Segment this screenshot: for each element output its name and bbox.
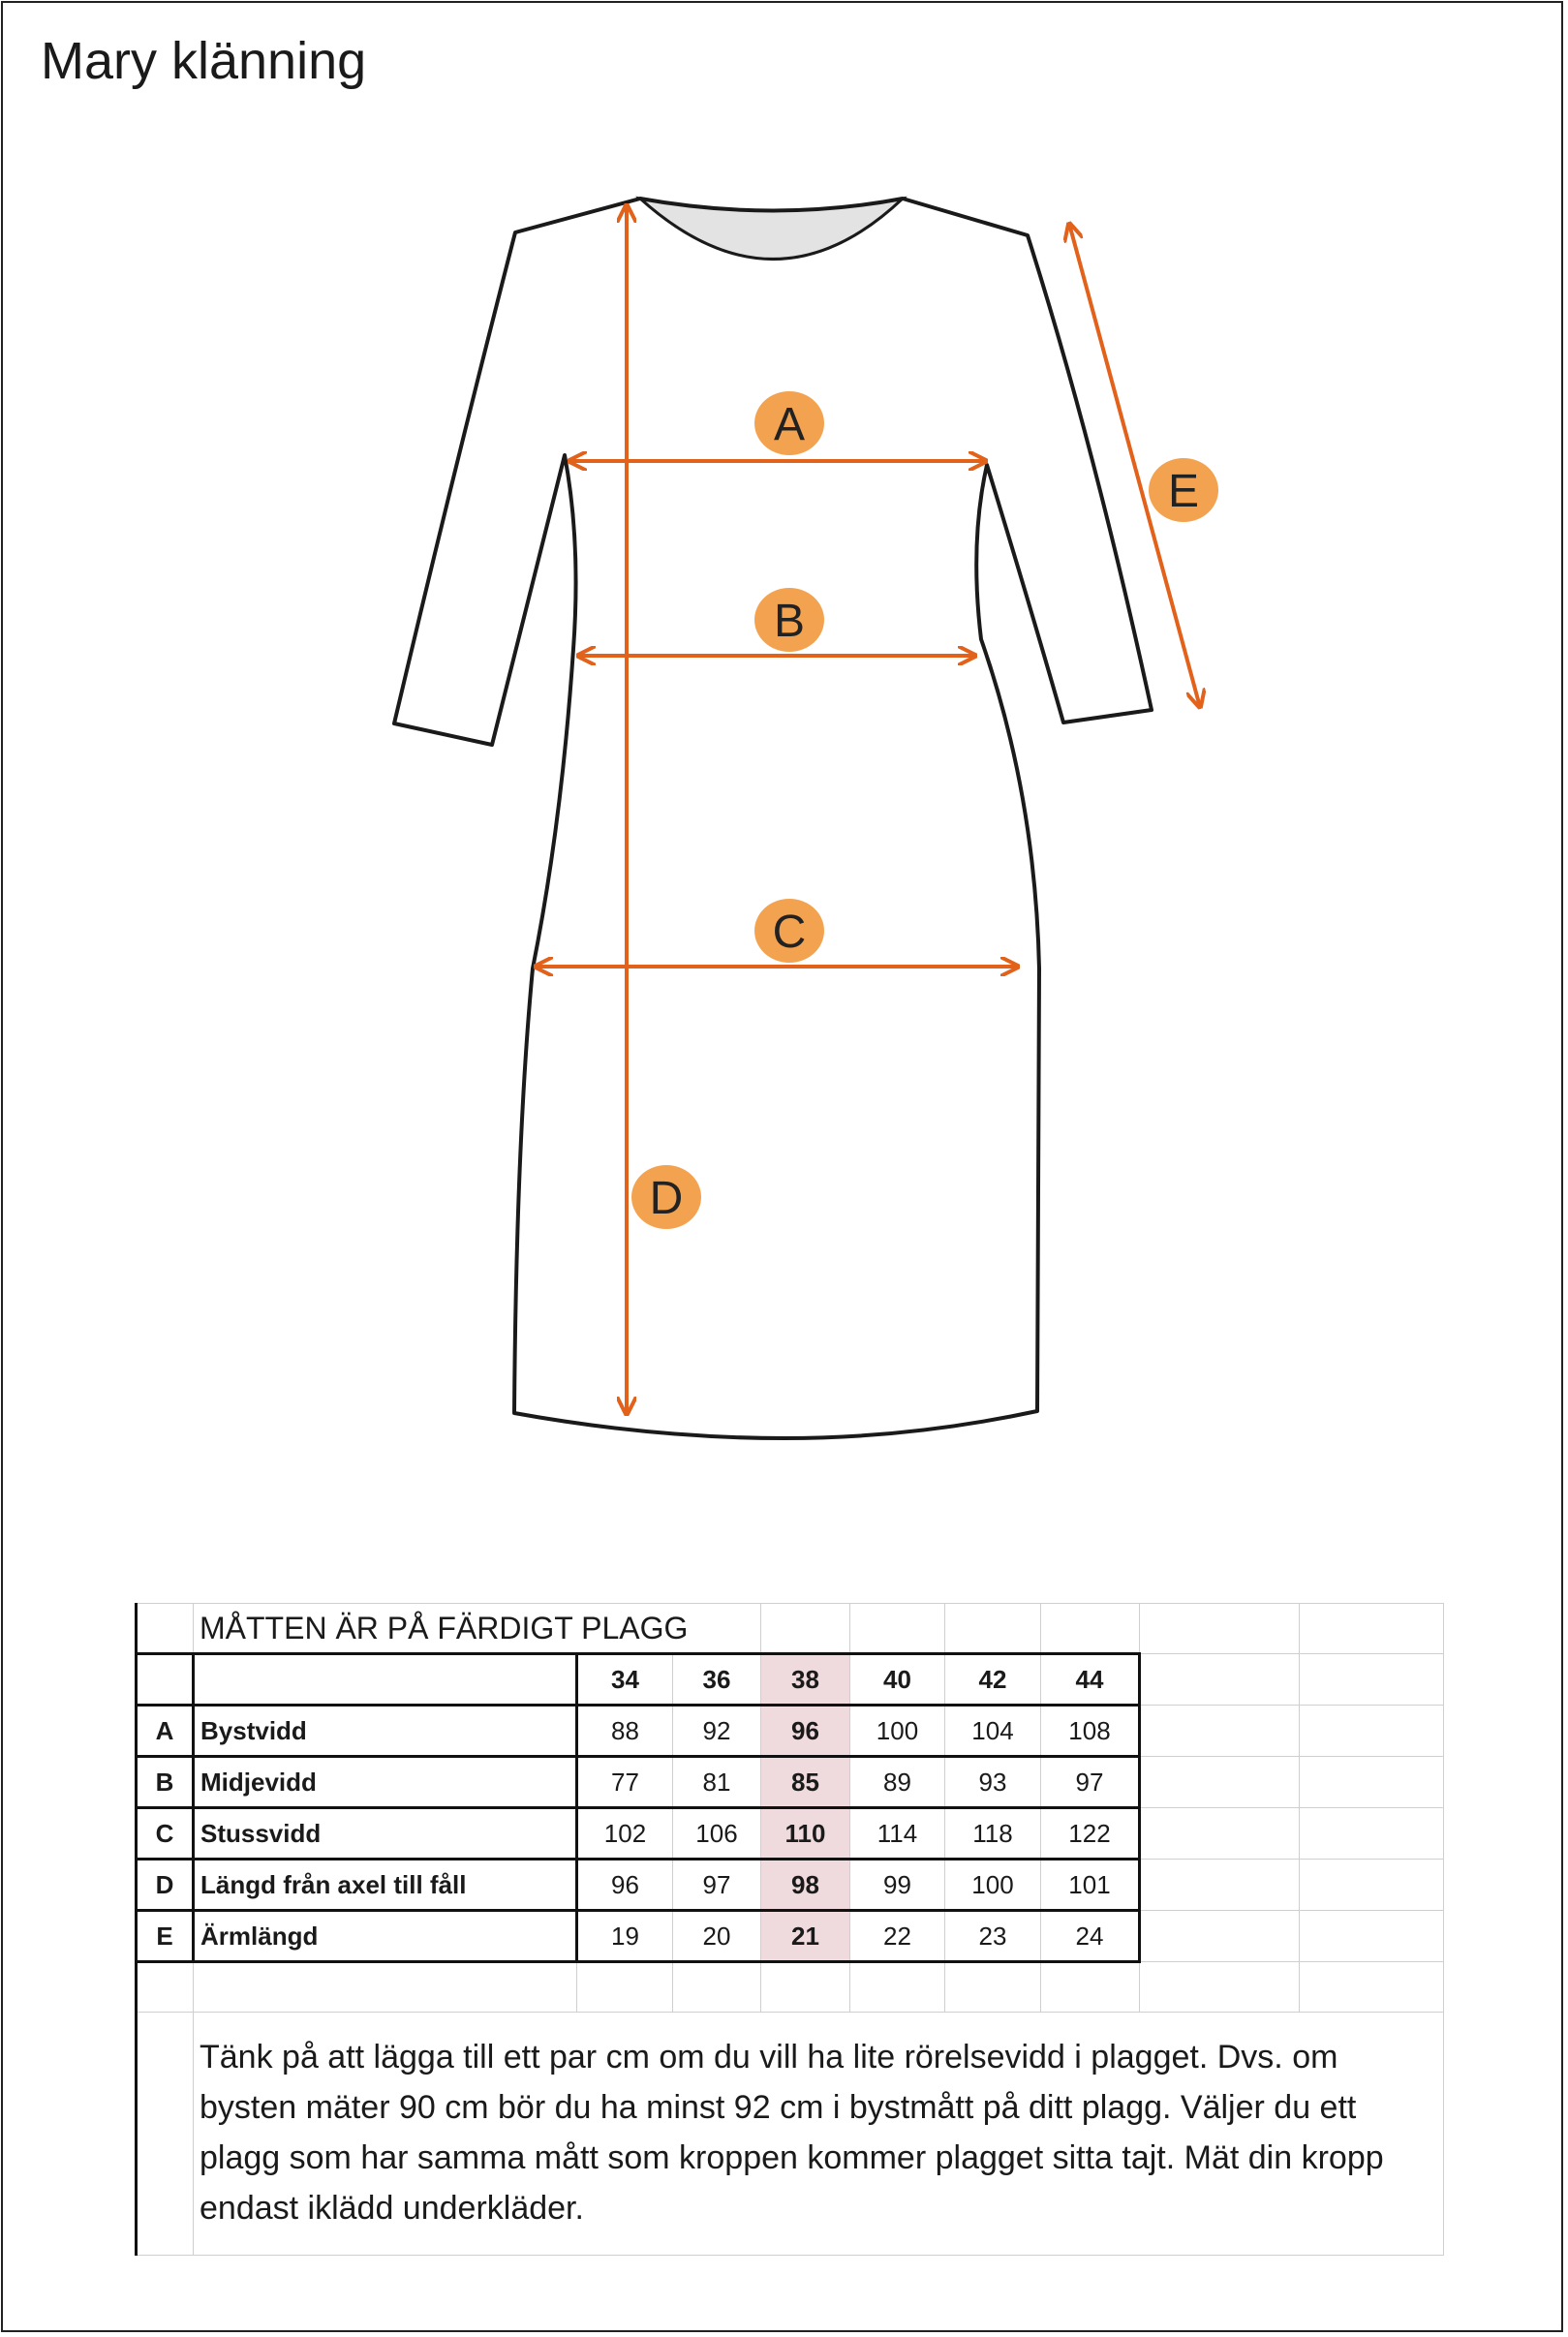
row-value: 98 bbox=[761, 1860, 850, 1911]
row-value: 104 bbox=[945, 1706, 1041, 1757]
neckline bbox=[640, 199, 903, 260]
row-value: 118 bbox=[945, 1808, 1041, 1860]
svg-text:D: D bbox=[649, 1173, 684, 1224]
row-value: 114 bbox=[850, 1808, 945, 1860]
row-value: 19 bbox=[577, 1911, 673, 1962]
row-value: 21 bbox=[761, 1911, 850, 1962]
row-value: 99 bbox=[850, 1860, 945, 1911]
row-value: 97 bbox=[673, 1860, 761, 1911]
marker-c bbox=[754, 899, 824, 963]
row-value: 102 bbox=[577, 1808, 673, 1860]
row-label: Längd från axel till fåll bbox=[194, 1860, 577, 1911]
svg-text:E: E bbox=[1167, 466, 1200, 517]
table-row bbox=[137, 1860, 1444, 1911]
table-spacer-row bbox=[137, 1962, 1444, 2013]
row-letter: D bbox=[137, 1860, 194, 1911]
size-header-row bbox=[137, 1654, 1444, 1706]
row-label: Stussvidd bbox=[194, 1808, 577, 1860]
table-note-row bbox=[137, 2013, 1444, 2256]
row-value: 20 bbox=[673, 1911, 761, 1962]
row-value: 89 bbox=[850, 1757, 945, 1808]
marker-e bbox=[1149, 458, 1218, 522]
row-label: Midjevidd bbox=[194, 1757, 577, 1808]
svg-text:A: A bbox=[773, 399, 806, 450]
row-value: 81 bbox=[673, 1757, 761, 1808]
row-value: 88 bbox=[577, 1706, 673, 1757]
size-header: 38 bbox=[761, 1654, 850, 1706]
svg-text:B: B bbox=[773, 596, 806, 647]
table-heading-row bbox=[137, 1604, 1444, 1654]
row-value: 108 bbox=[1041, 1706, 1140, 1757]
size-header: 42 bbox=[945, 1654, 1041, 1706]
size-table bbox=[135, 1603, 1444, 2256]
row-value: 85 bbox=[761, 1757, 850, 1808]
row-value: 77 bbox=[577, 1757, 673, 1808]
dress-outline bbox=[394, 199, 1152, 1438]
row-value: 100 bbox=[850, 1706, 945, 1757]
row-value: 100 bbox=[945, 1860, 1041, 1911]
table-row bbox=[137, 1911, 1444, 1962]
table-heading: MÅTTEN ÄR PÅ FÄRDIGT PLAGG bbox=[194, 1604, 761, 1654]
row-letter: C bbox=[137, 1808, 194, 1860]
table-row bbox=[137, 1808, 1444, 1860]
row-value: 97 bbox=[1041, 1757, 1140, 1808]
row-value: 23 bbox=[945, 1911, 1041, 1962]
row-value: 24 bbox=[1041, 1911, 1140, 1962]
table-row bbox=[137, 1706, 1444, 1757]
row-value: 92 bbox=[673, 1706, 761, 1757]
size-header: 34 bbox=[577, 1654, 673, 1706]
marker-a bbox=[754, 391, 824, 455]
row-value: 110 bbox=[761, 1808, 850, 1860]
row-letter: E bbox=[137, 1911, 194, 1962]
size-header: 36 bbox=[673, 1654, 761, 1706]
row-value: 96 bbox=[577, 1860, 673, 1911]
row-letter: A bbox=[137, 1706, 194, 1757]
fit-note: Tänk på att lägga till ett par cm om du vill ha lite rörelsevidd i plagget. Dvs. om bysten mäter 90 cm bör du ha minst 92 cm i bystmått på ditt plagg. Väljer du ett plagg som har samma mått som kroppen kommer plagget sitta tajt. Mät din kropp endast iklädd underkläder. bbox=[194, 2013, 1444, 2256]
svg-text:C: C bbox=[772, 907, 807, 958]
row-label: Bystvidd bbox=[194, 1706, 577, 1757]
size-header: 40 bbox=[850, 1654, 945, 1706]
table-row bbox=[137, 1757, 1444, 1808]
page-title: Mary klänning bbox=[41, 32, 367, 90]
row-value: 22 bbox=[850, 1911, 945, 1962]
marker-d bbox=[631, 1165, 701, 1229]
row-value: 93 bbox=[945, 1757, 1041, 1808]
marker-b bbox=[754, 588, 824, 652]
row-value: 106 bbox=[673, 1808, 761, 1860]
row-value: 101 bbox=[1041, 1860, 1140, 1911]
size-header: 44 bbox=[1041, 1654, 1140, 1706]
row-label: Ärmlängd bbox=[194, 1911, 577, 1962]
row-value: 122 bbox=[1041, 1808, 1140, 1860]
row-letter: B bbox=[137, 1757, 194, 1808]
row-value: 96 bbox=[761, 1706, 850, 1757]
